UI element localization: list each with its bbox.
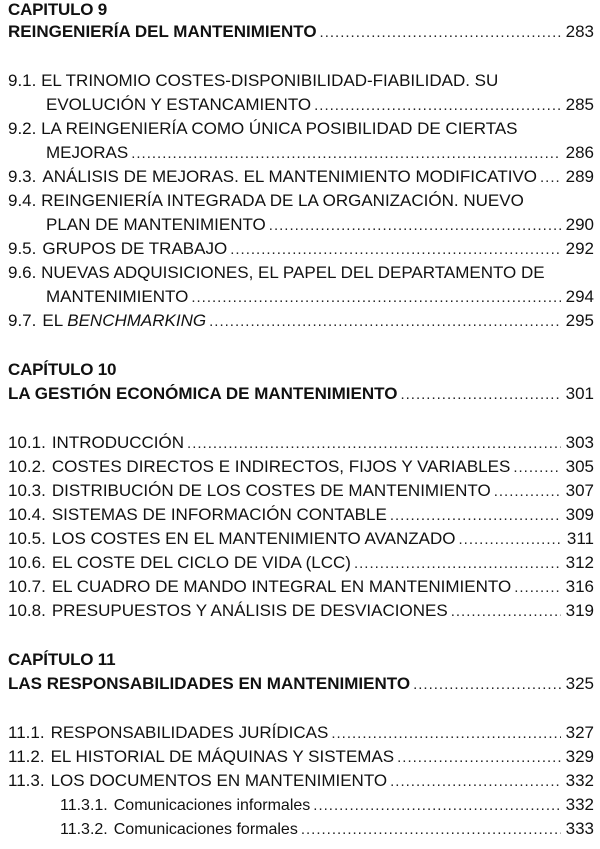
toc-entry xyxy=(8,747,594,767)
page-number: 311 xyxy=(566,529,594,548)
entry-text: REINGENIERÍA INTEGRADA DE LA ORGANIZACIÓN. NUEVO xyxy=(41,191,524,210)
entry-text: ANÁLISIS DE MEJORAS. EL MANTENIMIENTO MODIFICATIVO xyxy=(42,167,538,186)
toc-entry xyxy=(8,119,518,139)
dot-leader xyxy=(390,773,561,790)
entry-number: 10.6. xyxy=(8,553,46,572)
entry-number: 10.3. xyxy=(8,481,46,500)
entry-text: MEJORAS xyxy=(46,143,129,162)
entry-text: EVOLUCIÓN Y ESTANCAMIENTO xyxy=(46,95,312,114)
chapter-title-row xyxy=(8,384,594,404)
page-number: 301 xyxy=(565,384,594,403)
toc-entry xyxy=(8,601,594,621)
dot-leader xyxy=(458,531,561,548)
page-number: 289 xyxy=(565,167,594,186)
chapter-title: REINGENIERÍA DEL MANTENIMIENTO xyxy=(8,22,317,41)
entry-number: 11.2. xyxy=(8,747,45,766)
toc-entry xyxy=(8,529,594,549)
entry-text: EL COSTE DEL CICLO DE VIDA (LCC) xyxy=(51,553,351,572)
entry-text: EL TRINOMIO COSTES-DISPONIBILIDAD-FIABILIDAD. SU xyxy=(41,71,499,90)
entry-number: 9.2. xyxy=(8,119,37,138)
page-number: 333 xyxy=(565,819,594,838)
page-number: 319 xyxy=(565,601,594,620)
entry-number: 11.3.2. xyxy=(60,821,108,838)
dot-leader xyxy=(397,749,561,766)
dot-leader xyxy=(209,313,561,330)
dot-leader xyxy=(313,797,561,814)
page-number: 329 xyxy=(565,747,594,766)
entry-number: 9.7. xyxy=(8,311,37,330)
entry-number: 10.2. xyxy=(8,457,46,476)
dot-leader xyxy=(514,579,561,596)
toc-entry-continuation xyxy=(46,95,594,115)
entry-number: 10.5. xyxy=(8,529,46,548)
chapter-label: CAPÍTULO 11 xyxy=(8,650,116,669)
entry-text: PLAN DE MANTENIMIENTO xyxy=(46,215,266,234)
entry-text: RESPONSABILIDADES JURÍDICAS xyxy=(50,723,329,742)
entry-text: LOS DOCUMENTOS EN MANTENIMIENTO xyxy=(50,771,388,790)
dot-leader xyxy=(331,725,561,742)
entry-text: DISTRIBUCIÓN DE LOS COSTES DE MANTENIMIENTO xyxy=(51,481,491,500)
toc-entry xyxy=(8,481,594,501)
page-number: 327 xyxy=(565,723,594,742)
dot-leader xyxy=(191,289,561,306)
page-number: 283 xyxy=(565,22,594,41)
toc-entry xyxy=(8,723,594,743)
entry-text: Comunicaciones formales xyxy=(113,821,298,838)
dot-leader xyxy=(230,241,561,258)
entry-number: 10.7. xyxy=(8,577,46,596)
toc-entry xyxy=(8,577,594,597)
entry-number: 9.5. xyxy=(8,239,37,258)
entry-text: INTRODUCCIÓN xyxy=(51,433,185,452)
dot-leader xyxy=(513,459,561,476)
page-number: 309 xyxy=(565,505,594,524)
entry-text: LA REINGENIERÍA COMO ÚNICA POSIBILIDAD DE CIERTAS xyxy=(41,119,518,138)
chapter-title-row xyxy=(8,22,594,42)
dot-leader xyxy=(400,386,561,403)
entry-text: NUEVAS ADQUISICIONES, EL PAPEL DEL DEPARTAMENTO DE xyxy=(41,263,545,282)
entry-text: MANTENIMIENTO xyxy=(46,287,189,306)
toc-entry xyxy=(8,505,594,525)
entry-text: PRESUPUESTOS Y ANÁLISIS DE DESVIACIONES xyxy=(51,601,448,620)
toc-entry-continuation xyxy=(46,215,594,235)
entry-text: LOS COSTES EN EL MANTENIMIENTO AVANZADO xyxy=(51,529,456,548)
dot-leader xyxy=(390,507,561,524)
page-number: 316 xyxy=(565,577,594,596)
toc-entry xyxy=(8,771,594,791)
entry-number: 10.4. xyxy=(8,505,46,524)
entry-text: Comunicaciones informales xyxy=(113,797,311,814)
toc-entry xyxy=(8,433,594,453)
page-number: 303 xyxy=(565,433,594,452)
dot-leader xyxy=(187,435,561,452)
page-number: 332 xyxy=(565,771,594,790)
toc-entry xyxy=(8,167,594,187)
dot-leader xyxy=(301,821,561,838)
dot-leader xyxy=(451,603,561,620)
dot-leader xyxy=(540,169,561,186)
entry-number: 11.1. xyxy=(8,723,45,742)
toc-entry xyxy=(8,263,545,283)
toc-entry xyxy=(8,311,594,331)
toc-entry xyxy=(8,457,594,477)
entry-text: EL HISTORIAL DE MÁQUINAS Y SISTEMAS xyxy=(50,747,395,766)
page-number: 286 xyxy=(565,143,594,162)
page-number: 285 xyxy=(565,95,594,114)
toc-subentry xyxy=(60,819,594,839)
dot-leader xyxy=(494,483,561,500)
page-number: 305 xyxy=(565,457,594,476)
page-number: 294 xyxy=(565,287,594,306)
entry-number: 11.3.1. xyxy=(60,797,108,814)
toc-subentry xyxy=(60,795,594,815)
toc-entry xyxy=(8,239,594,259)
entry-number: 10.8. xyxy=(8,601,46,620)
page-number: 292 xyxy=(565,239,594,258)
entry-number: 9.3. xyxy=(8,167,37,186)
entry-number: 11.3. xyxy=(8,771,45,790)
entry-text-prefix: EL xyxy=(42,311,68,330)
chapter-label: CAPÍTULO 10 xyxy=(8,360,117,379)
toc-entry-continuation xyxy=(46,287,594,307)
dot-leader xyxy=(320,24,561,41)
toc-entry xyxy=(8,553,594,573)
page-number: 307 xyxy=(565,481,594,500)
chapter-title: LA GESTIÓN ECONÓMICA DE MANTENIMIENTO xyxy=(8,384,398,403)
page-number: 325 xyxy=(565,674,594,693)
entry-text: EL CUADRO DE MANDO INTEGRAL EN MANTENIMIENTO xyxy=(51,577,512,596)
entry-text: COSTES DIRECTOS E INDIRECTOS, FIJOS Y VARIABLES xyxy=(51,457,511,476)
toc-entry-continuation xyxy=(46,143,594,163)
page-number: 332 xyxy=(565,795,594,814)
entry-text: GRUPOS DE TRABAJO xyxy=(42,239,228,258)
chapter-label: CAPITULO 9 xyxy=(8,0,108,19)
dot-leader xyxy=(131,145,561,162)
entry-text-italic: BENCHMARKING xyxy=(67,311,207,330)
entry-number: 9.6. xyxy=(8,263,37,282)
page-number: 295 xyxy=(565,311,594,330)
toc-entry xyxy=(8,71,498,91)
entry-number: 10.1. xyxy=(8,433,46,452)
entry-number: 9.4. xyxy=(8,191,37,210)
chapter-title-row xyxy=(8,674,594,694)
page-number: 312 xyxy=(565,553,594,572)
dot-leader xyxy=(314,97,561,114)
chapter-title: LAS RESPONSABILIDADES EN MANTENIMIENTO xyxy=(8,674,411,693)
dot-leader xyxy=(354,555,561,572)
toc-entry xyxy=(8,191,524,211)
entry-number: 9.1. xyxy=(8,71,37,90)
dot-leader xyxy=(413,676,561,693)
entry-text: SISTEMAS DE INFORMACIÓN CONTABLE xyxy=(51,505,387,524)
page-number: 290 xyxy=(565,215,594,234)
dot-leader xyxy=(269,217,561,234)
